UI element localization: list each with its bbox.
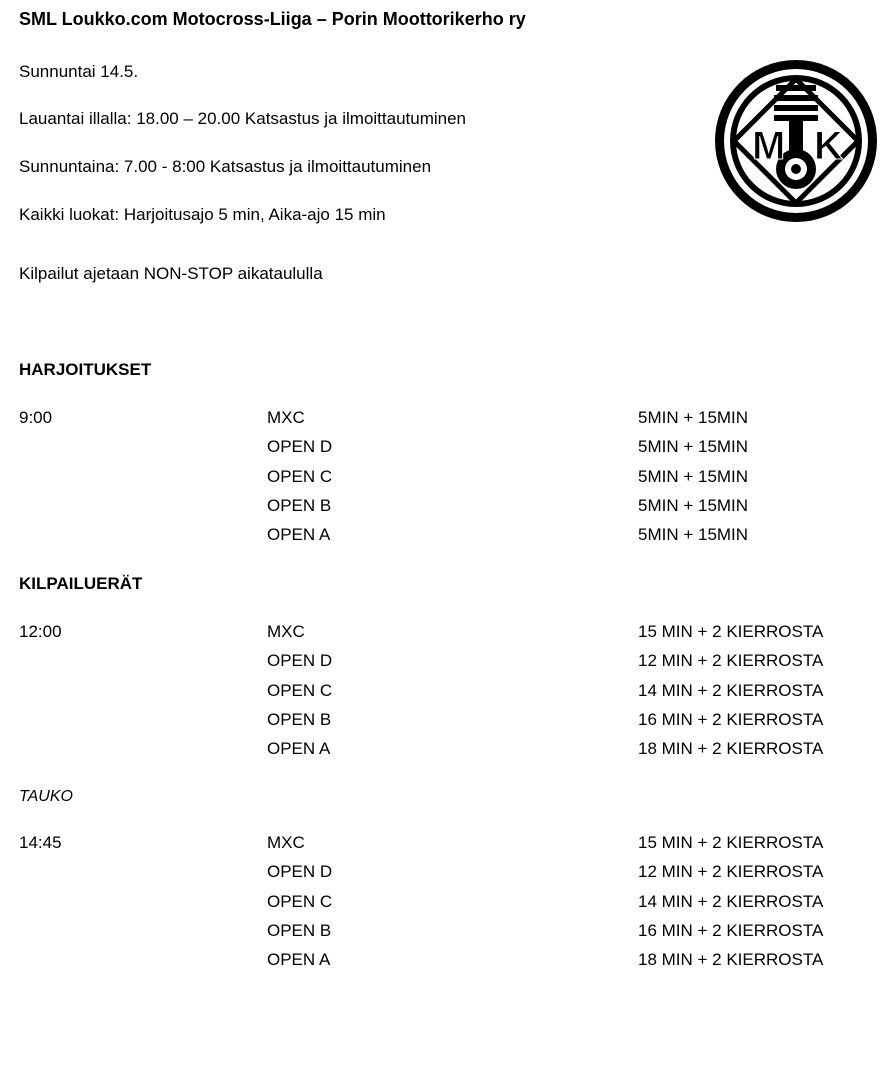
class-cell: OPEN D [267, 862, 333, 882]
saturday-inspection: Lauantai illalla: 18.00 – 20.00 Katsastus ja ilmoittautuminen [19, 109, 467, 128]
duration-cell: 18 MIN + 2 KIERROSTA [638, 950, 824, 970]
class-cell: OPEN B [267, 495, 332, 515]
race-heat-1-schedule [0, 622, 880, 768]
table-row [0, 950, 880, 979]
class-cell: MXC [267, 622, 305, 641]
duration-cell: 16 MIN + 2 KIERROSTA [638, 709, 824, 729]
table-row [0, 862, 880, 891]
class-cell: OPEN C [267, 680, 333, 700]
class-cell: OPEN B [267, 920, 332, 940]
duration-cell: 5MIN + 15MIN [638, 525, 749, 545]
races-heading: KILPAILUERÄT [19, 574, 143, 593]
table-row [0, 525, 880, 554]
duration-cell: 16 MIN + 2 KIERROSTA [638, 920, 824, 940]
table-row [0, 739, 880, 768]
break-label: TAUKO [19, 788, 73, 805]
table-row [0, 892, 880, 921]
time-cell: 9:00 [19, 408, 53, 427]
duration-cell: 5MIN + 15MIN [638, 408, 749, 427]
duration-cell: 14 MIN + 2 KIERROSTA [638, 891, 824, 911]
race-heat-2-schedule [0, 833, 880, 979]
time-cell: 12:00 [19, 622, 62, 641]
time-cell: 14:45 [19, 833, 62, 852]
session-lengths: Kaikki luokat: Harjoitusajo 5 min, Aika-ajo 15 min [19, 205, 386, 224]
duration-cell: 5MIN + 15MIN [638, 437, 749, 457]
table-row [0, 921, 880, 950]
class-cell: OPEN D [267, 437, 333, 457]
class-cell: OPEN A [267, 739, 331, 759]
duration-cell: 5MIN + 15MIN [638, 495, 749, 515]
document-title: SML Loukko.com Motocross-Liiga – Porin Moottorikerho ry [19, 9, 526, 29]
table-row [0, 833, 880, 862]
table-row [0, 408, 880, 437]
duration-cell: 12 MIN + 2 KIERROSTA [638, 651, 824, 671]
duration-cell: 14 MIN + 2 KIERROSTA [638, 680, 824, 700]
class-cell: OPEN A [267, 525, 331, 545]
class-cell: OPEN C [267, 891, 333, 911]
event-date: Sunnuntai 14.5. [19, 62, 139, 81]
class-cell: OPEN D [267, 651, 333, 671]
duration-cell: 18 MIN + 2 KIERROSTA [638, 739, 824, 759]
duration-cell: 5MIN + 15MIN [638, 466, 749, 486]
table-row [0, 651, 880, 680]
class-cell: OPEN A [267, 950, 331, 970]
duration-cell: 15 MIN + 2 KIERROSTA [638, 833, 824, 852]
practice-heading: HARJOITUKSET [19, 360, 152, 379]
class-cell: MXC [267, 833, 305, 852]
logo-letter-k: K [814, 124, 843, 168]
table-row [0, 437, 880, 466]
table-row [0, 496, 880, 525]
table-row [0, 710, 880, 739]
pmk-club-emblem-icon [712, 57, 880, 225]
duration-cell: 15 MIN + 2 KIERROSTA [638, 622, 824, 641]
table-row [0, 681, 880, 710]
practice-schedule [0, 408, 880, 554]
sunday-inspection: Sunnuntaina: 7.00 - 8:00 Katsastus ja ilmoittautuminen [19, 157, 432, 176]
table-row [0, 622, 880, 651]
logo-letter-m: M [752, 124, 786, 168]
class-cell: OPEN B [267, 709, 332, 729]
non-stop-note: Kilpailut ajetaan NON-STOP aikataululla [19, 264, 323, 283]
class-cell: MXC [267, 408, 305, 427]
table-row [0, 467, 880, 496]
class-cell: OPEN C [267, 466, 333, 486]
duration-cell: 12 MIN + 2 KIERROSTA [638, 862, 824, 882]
